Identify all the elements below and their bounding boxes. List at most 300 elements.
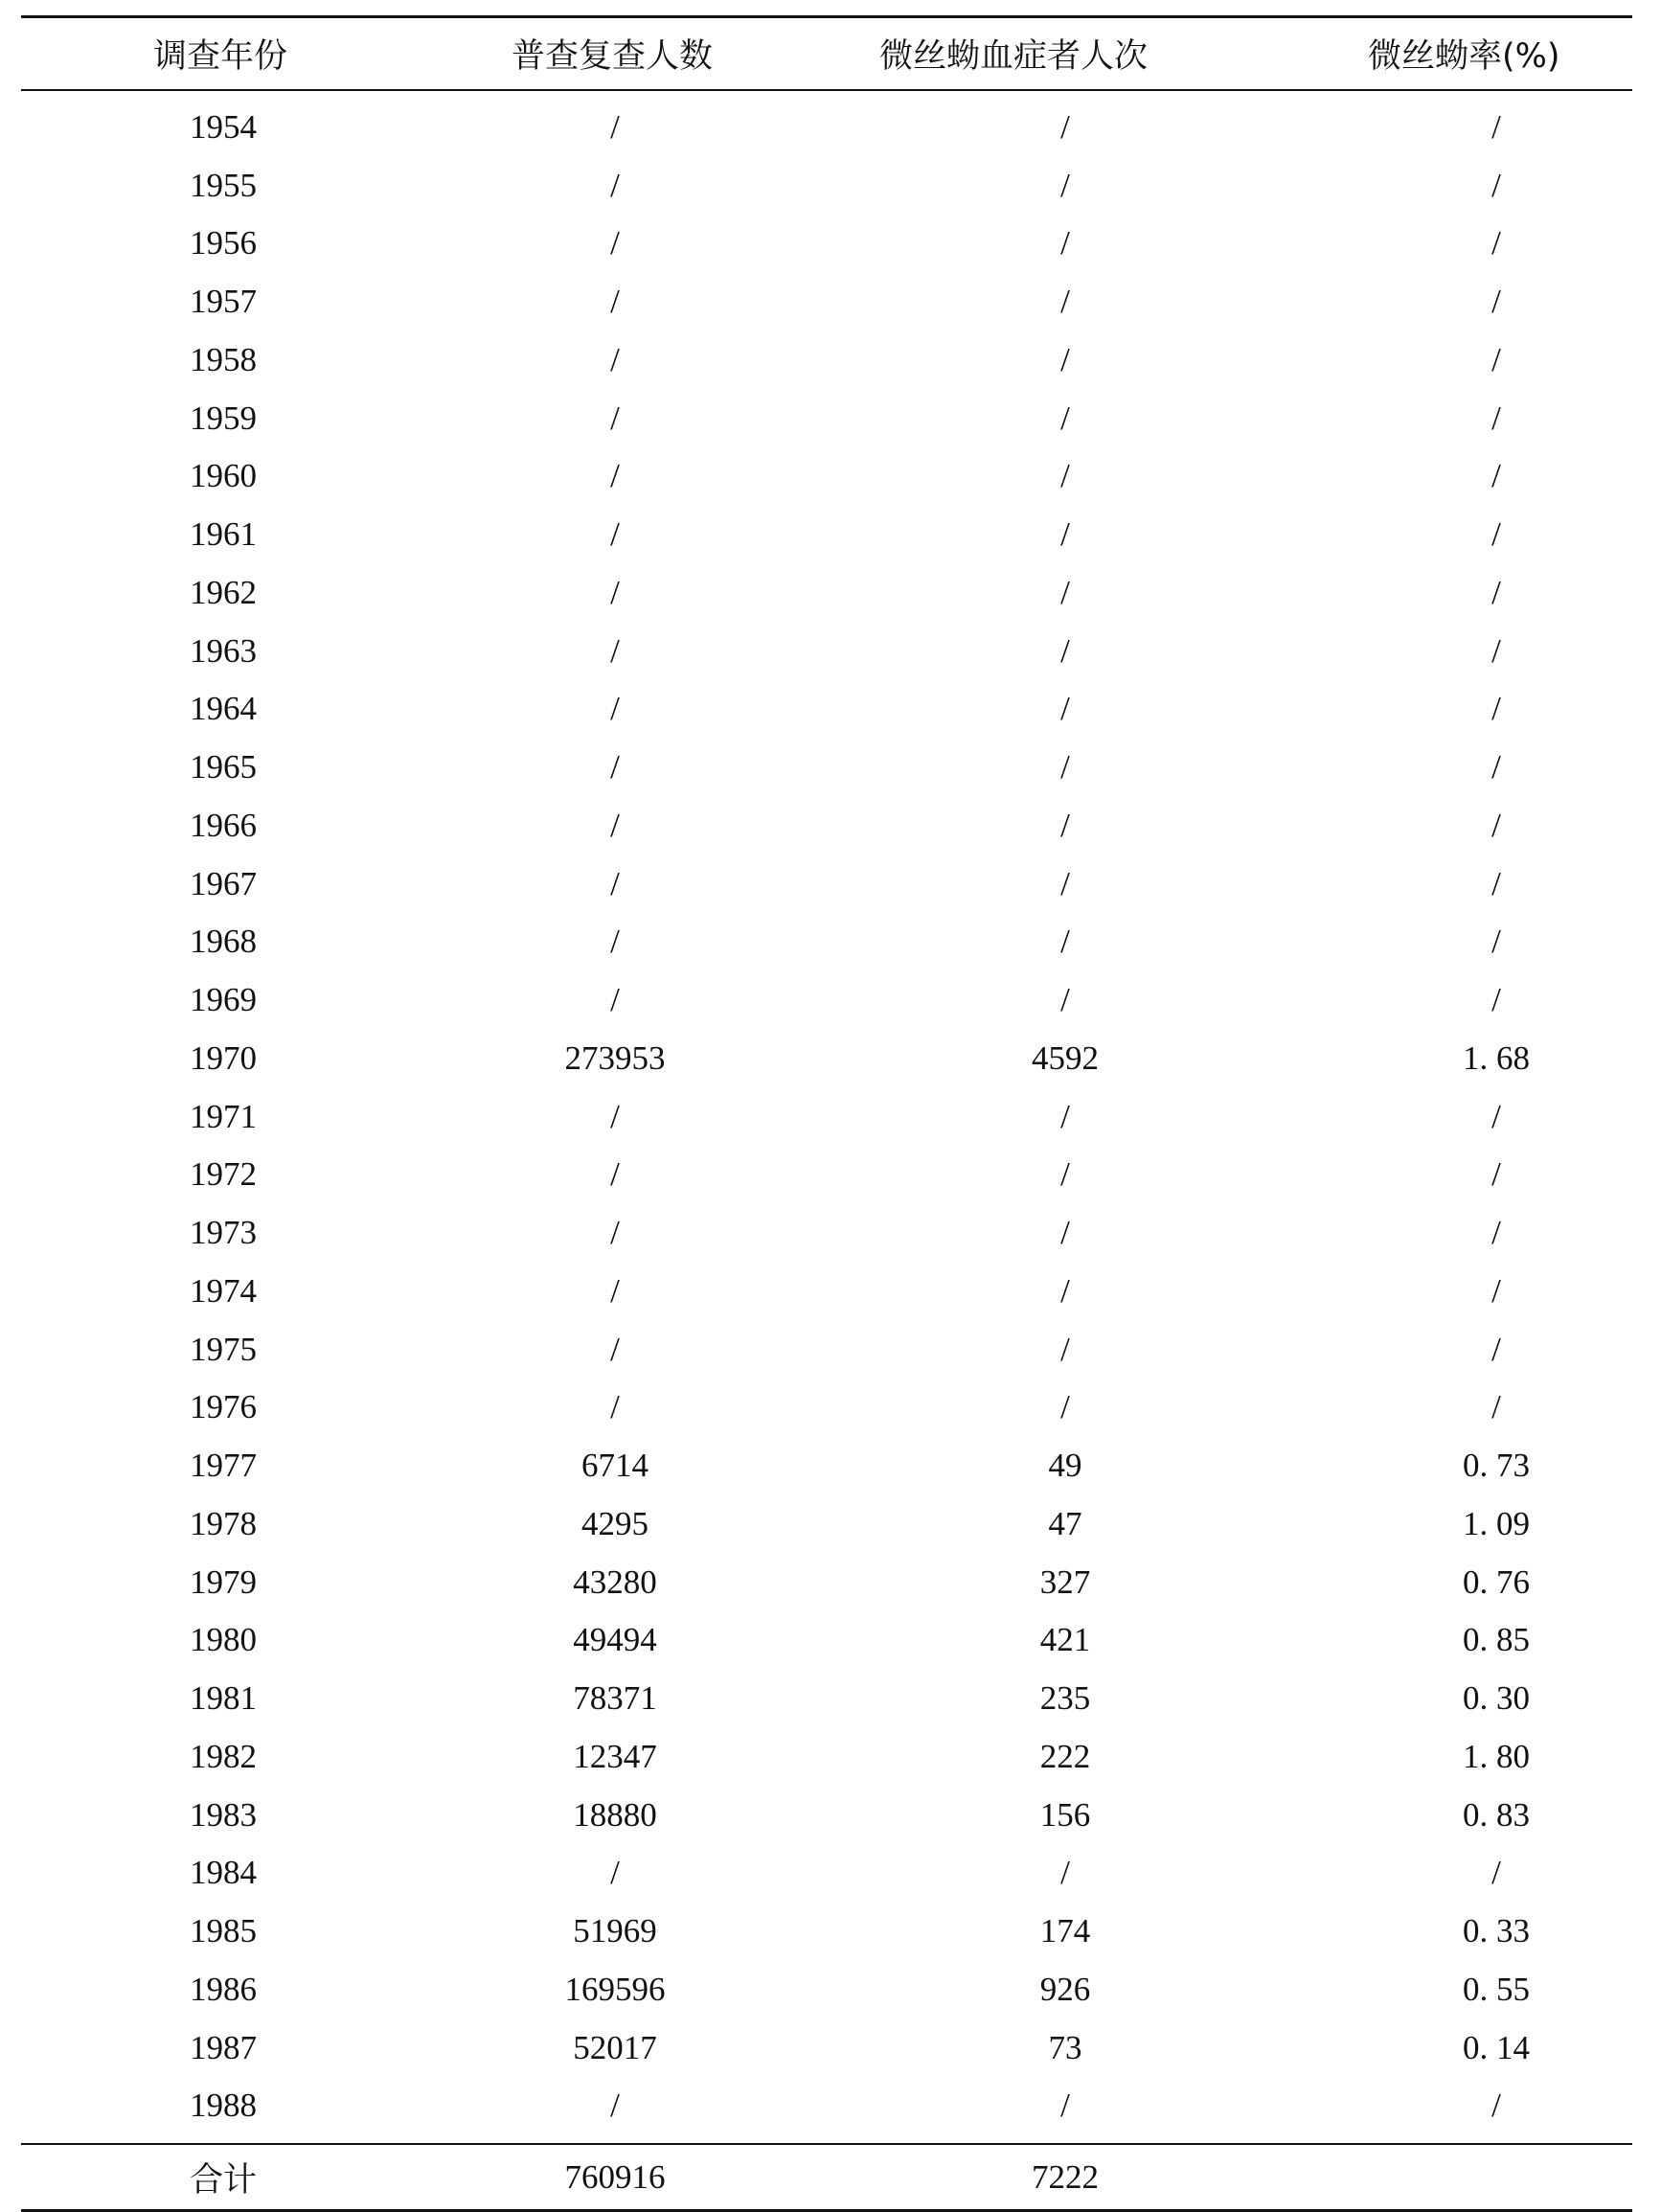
cell-value-rate: / bbox=[1491, 1214, 1501, 1252]
spacer-row bbox=[21, 90, 1632, 99]
cell-value-screened: 6714 bbox=[581, 1447, 648, 1485]
cell-positive bbox=[845, 99, 1286, 157]
cell-value-rate: 1. 80 bbox=[1463, 1737, 1530, 1775]
cell-rate bbox=[1286, 1030, 1632, 1088]
table-row bbox=[21, 739, 1632, 797]
cell-screened bbox=[423, 680, 845, 739]
cell-value-screened: / bbox=[610, 283, 620, 321]
cell-value-rate: / bbox=[1491, 1388, 1501, 1426]
cell-rate bbox=[1286, 447, 1632, 506]
cell-rate bbox=[1286, 1320, 1632, 1379]
cell-rate bbox=[1286, 797, 1632, 855]
cell-rate bbox=[1286, 156, 1632, 215]
cell-rate bbox=[1286, 1728, 1632, 1787]
cell-year: 1982 bbox=[190, 1737, 257, 1775]
cell-year: 1972 bbox=[190, 1155, 257, 1194]
cell-positive bbox=[845, 1786, 1286, 1844]
cell-year: 1986 bbox=[190, 1970, 257, 2008]
table-row bbox=[21, 1437, 1632, 1495]
cell-value-screened: / bbox=[610, 923, 620, 961]
cell-positive bbox=[845, 1204, 1286, 1263]
cell-value-rate: / bbox=[1491, 457, 1501, 495]
table-row bbox=[21, 215, 1632, 273]
table-row bbox=[21, 564, 1632, 623]
cell-value-positive: 4592 bbox=[1032, 1038, 1099, 1077]
cell-screened bbox=[423, 1611, 845, 1670]
table-row bbox=[21, 1844, 1632, 1903]
cell-value-positive: / bbox=[1060, 806, 1070, 844]
cell-rate bbox=[1286, 1087, 1632, 1146]
cell-year: 1963 bbox=[190, 631, 257, 670]
table-row bbox=[21, 1786, 1632, 1844]
table-row bbox=[21, 2077, 1632, 2135]
cell-value-screened: / bbox=[610, 631, 620, 670]
cell-screened bbox=[423, 506, 845, 564]
cell-rate bbox=[1286, 1961, 1632, 2019]
total-row bbox=[21, 2144, 1632, 2211]
cell-positive bbox=[845, 2077, 1286, 2135]
cell-rate bbox=[1286, 1553, 1632, 1611]
cell-screened bbox=[423, 1263, 845, 1321]
cell-value-rate: / bbox=[1491, 806, 1501, 844]
cell-value-rate: / bbox=[1491, 340, 1501, 378]
table-footer bbox=[21, 2144, 1632, 2211]
cell-value-screened: / bbox=[610, 1271, 620, 1310]
cell-screened bbox=[423, 739, 845, 797]
cell-value-rate: 0. 14 bbox=[1463, 2028, 1530, 2066]
cell-positive bbox=[845, 1437, 1286, 1495]
cell-value-screened: 18880 bbox=[573, 1795, 657, 1834]
table-row bbox=[21, 1146, 1632, 1204]
cell-positive bbox=[845, 2018, 1286, 2077]
filariasis-survey-table bbox=[21, 15, 1632, 2212]
cell-year: 1977 bbox=[190, 1447, 257, 1485]
cell-rate bbox=[1286, 1204, 1632, 1263]
cell-value-positive: / bbox=[1060, 1155, 1070, 1194]
cell-value-positive: / bbox=[1060, 107, 1070, 146]
cell-positive bbox=[845, 913, 1286, 971]
cell-value-screened: / bbox=[610, 515, 620, 554]
cell-screened bbox=[423, 797, 845, 855]
cell-value-screened: / bbox=[610, 107, 620, 146]
cell-positive bbox=[845, 1611, 1286, 1670]
cell-value-positive: 327 bbox=[1039, 1562, 1091, 1601]
cell-rate bbox=[1286, 2018, 1632, 2077]
cell-value-rate: 0. 83 bbox=[1463, 1795, 1530, 1834]
table-row bbox=[21, 1495, 1632, 1554]
cell-year: 1984 bbox=[190, 1854, 257, 1892]
cell-positive bbox=[845, 389, 1286, 447]
cell-positive bbox=[845, 680, 1286, 739]
cell-positive bbox=[845, 1670, 1286, 1728]
cell-value-positive: / bbox=[1060, 399, 1070, 437]
cell-rate bbox=[1286, 855, 1632, 913]
table-row bbox=[21, 1030, 1632, 1088]
cell-positive bbox=[845, 506, 1286, 564]
cell-value-positive: / bbox=[1060, 690, 1070, 728]
cell-screened bbox=[423, 1087, 845, 1146]
cell-value-screened: / bbox=[610, 1330, 620, 1368]
cell-screened bbox=[423, 1495, 845, 1554]
cell-value-rate: 0. 33 bbox=[1463, 1912, 1530, 1950]
table-row bbox=[21, 680, 1632, 739]
table-row bbox=[21, 1204, 1632, 1263]
cell-value-rate: / bbox=[1491, 107, 1501, 146]
cell-value-rate: / bbox=[1491, 1155, 1501, 1194]
cell-value-screened: / bbox=[610, 573, 620, 611]
table-row bbox=[21, 2018, 1632, 2077]
total-screened-cell bbox=[423, 2144, 845, 2211]
cell-rate bbox=[1286, 2077, 1632, 2135]
cell-value-screened: 52017 bbox=[573, 2028, 657, 2066]
cell-value-positive: / bbox=[1060, 283, 1070, 321]
total-label: 合计 bbox=[21, 2144, 423, 2211]
cell-value-positive: 421 bbox=[1039, 1621, 1091, 1659]
cell-year: 1961 bbox=[190, 515, 257, 554]
cell-screened bbox=[423, 1204, 845, 1263]
cell-screened bbox=[423, 1961, 845, 2019]
cell-value-screened: 273953 bbox=[564, 1038, 666, 1077]
header-positive-count: 微丝蚴血症者人次 bbox=[845, 17, 1286, 90]
table-row bbox=[21, 1670, 1632, 1728]
header-microfilaria-rate: 微丝蚴率(%) bbox=[1286, 17, 1632, 90]
table-row bbox=[21, 797, 1632, 855]
cell-value-positive: / bbox=[1060, 1271, 1070, 1310]
cell-year: 1971 bbox=[190, 1097, 257, 1135]
table-row bbox=[21, 1087, 1632, 1146]
cell-screened bbox=[423, 331, 845, 390]
cell-value-screened: 78371 bbox=[573, 1679, 657, 1718]
cell-value-screened: / bbox=[610, 2087, 620, 2125]
cell-value-rate: 0. 30 bbox=[1463, 1679, 1530, 1718]
cell-value-rate: / bbox=[1491, 1330, 1501, 1368]
cell-rate bbox=[1286, 1844, 1632, 1903]
cell-value-screened: 4295 bbox=[581, 1504, 648, 1542]
cell-screened bbox=[423, 1670, 845, 1728]
cell-year: 1958 bbox=[190, 340, 257, 378]
cell-screened bbox=[423, 1786, 845, 1844]
cell-year: 1966 bbox=[190, 806, 257, 844]
cell-screened bbox=[423, 2077, 845, 2135]
table-row bbox=[21, 1961, 1632, 2019]
cell-year: 1974 bbox=[190, 1271, 257, 1310]
cell-year: 1981 bbox=[190, 1679, 257, 1718]
cell-screened bbox=[423, 99, 845, 157]
cell-value-positive: 73 bbox=[1048, 2028, 1082, 2066]
cell-screened bbox=[423, 1030, 845, 1088]
cell-positive bbox=[845, 331, 1286, 390]
table-row bbox=[21, 99, 1632, 157]
cell-year: 1976 bbox=[190, 1388, 257, 1426]
cell-rate bbox=[1286, 1670, 1632, 1728]
cell-rate bbox=[1286, 1146, 1632, 1204]
cell-value-rate: / bbox=[1491, 283, 1501, 321]
cell-value-positive: 926 bbox=[1039, 1970, 1091, 2008]
cell-rate bbox=[1286, 273, 1632, 331]
cell-year: 1960 bbox=[190, 457, 257, 495]
cell-rate bbox=[1286, 971, 1632, 1030]
cell-year: 1956 bbox=[190, 224, 257, 262]
table-row bbox=[21, 331, 1632, 390]
cell-value-positive: 235 bbox=[1039, 1679, 1091, 1718]
cell-year: 1959 bbox=[190, 399, 257, 437]
cell-value-positive: / bbox=[1060, 1097, 1070, 1135]
cell-value-positive: / bbox=[1060, 166, 1070, 204]
cell-value-rate: / bbox=[1491, 690, 1501, 728]
table-row bbox=[21, 273, 1632, 331]
cell-value-positive: / bbox=[1060, 340, 1070, 378]
cell-value-rate: / bbox=[1491, 1097, 1501, 1135]
cell-positive bbox=[845, 156, 1286, 215]
cell-positive bbox=[845, 215, 1286, 273]
cell-rate bbox=[1286, 1437, 1632, 1495]
cell-value-positive: 174 bbox=[1039, 1912, 1091, 1950]
table-row bbox=[21, 855, 1632, 913]
cell-value-screened: / bbox=[610, 748, 620, 787]
cell-value-screened: / bbox=[610, 1155, 620, 1194]
cell-positive bbox=[845, 622, 1286, 680]
cell-value-screened: / bbox=[610, 457, 620, 495]
cell-value-rate: / bbox=[1491, 923, 1501, 961]
total-positive: 7222 bbox=[1032, 2157, 1099, 2196]
cell-screened bbox=[423, 1379, 845, 1437]
cell-value-screened: 169596 bbox=[564, 1970, 666, 2008]
table-row bbox=[21, 971, 1632, 1030]
table-header bbox=[21, 17, 1632, 90]
cell-positive bbox=[845, 1961, 1286, 2019]
cell-screened bbox=[423, 1320, 845, 1379]
cell-rate bbox=[1286, 389, 1632, 447]
cell-year: 1983 bbox=[190, 1795, 257, 1834]
cell-value-positive: / bbox=[1060, 1388, 1070, 1426]
cell-value-rate: / bbox=[1491, 981, 1501, 1019]
cell-screened bbox=[423, 389, 845, 447]
cell-value-positive: / bbox=[1060, 457, 1070, 495]
cell-year: 1957 bbox=[190, 283, 257, 321]
cell-positive bbox=[845, 273, 1286, 331]
spacer-cell bbox=[21, 90, 1632, 99]
cell-positive bbox=[845, 797, 1286, 855]
cell-screened bbox=[423, 1844, 845, 1903]
cell-screened bbox=[423, 1553, 845, 1611]
cell-positive bbox=[845, 1495, 1286, 1554]
cell-rate bbox=[1286, 1263, 1632, 1321]
cell-rate bbox=[1286, 1786, 1632, 1844]
table-row bbox=[21, 389, 1632, 447]
cell-rate bbox=[1286, 331, 1632, 390]
cell-screened bbox=[423, 913, 845, 971]
cell-value-rate: 1. 09 bbox=[1463, 1504, 1530, 1542]
cell-year: 1954 bbox=[190, 107, 257, 146]
cell-value-positive: / bbox=[1060, 224, 1070, 262]
cell-year: 1962 bbox=[190, 573, 257, 611]
cell-rate bbox=[1286, 680, 1632, 739]
cell-value-positive: / bbox=[1060, 923, 1070, 961]
cell-value-positive: / bbox=[1060, 1214, 1070, 1252]
cell-year: 1965 bbox=[190, 748, 257, 787]
cell-year: 1964 bbox=[190, 690, 257, 728]
cell-rate bbox=[1286, 506, 1632, 564]
cell-year: 1973 bbox=[190, 1214, 257, 1252]
cell-value-screened: / bbox=[610, 864, 620, 902]
cell-value-screened: 12347 bbox=[573, 1737, 657, 1775]
cell-value-screened: / bbox=[610, 399, 620, 437]
cell-screened bbox=[423, 273, 845, 331]
cell-rate bbox=[1286, 1903, 1632, 1961]
cell-value-rate: / bbox=[1491, 573, 1501, 611]
cell-positive bbox=[845, 1844, 1286, 1903]
cell-value-rate: / bbox=[1491, 166, 1501, 204]
cell-positive bbox=[845, 1146, 1286, 1204]
cell-year: 1968 bbox=[190, 923, 257, 961]
table-row bbox=[21, 1728, 1632, 1787]
cell-year: 1975 bbox=[190, 1330, 257, 1368]
cell-positive bbox=[845, 1320, 1286, 1379]
cell-rate bbox=[1286, 564, 1632, 623]
cell-screened bbox=[423, 215, 845, 273]
cell-value-positive: / bbox=[1060, 1854, 1070, 1892]
cell-value-screened: 43280 bbox=[573, 1562, 657, 1601]
cell-value-rate: / bbox=[1491, 631, 1501, 670]
cell-value-positive: / bbox=[1060, 981, 1070, 1019]
cell-value-rate: 0. 85 bbox=[1463, 1621, 1530, 1659]
cell-value-screened: / bbox=[610, 981, 620, 1019]
cell-screened bbox=[423, 1903, 845, 1961]
cell-screened bbox=[423, 1146, 845, 1204]
cell-rate bbox=[1286, 913, 1632, 971]
cell-positive bbox=[845, 447, 1286, 506]
cell-value-rate: / bbox=[1491, 1271, 1501, 1310]
table-row bbox=[21, 447, 1632, 506]
cell-year: 1955 bbox=[190, 166, 257, 204]
header-row bbox=[21, 17, 1632, 90]
cell-year: 1967 bbox=[190, 864, 257, 902]
table-row bbox=[21, 1263, 1632, 1321]
cell-year: 1985 bbox=[190, 1912, 257, 1950]
cell-screened bbox=[423, 1728, 845, 1787]
cell-positive bbox=[845, 1728, 1286, 1787]
cell-value-screened: 49494 bbox=[573, 1621, 657, 1659]
cell-positive bbox=[845, 855, 1286, 913]
total-rate-cell bbox=[1286, 2144, 1632, 2211]
cell-screened bbox=[423, 2018, 845, 2077]
table-row bbox=[21, 1553, 1632, 1611]
table-body bbox=[21, 90, 1632, 2144]
cell-value-positive: 156 bbox=[1039, 1795, 1091, 1834]
table-row bbox=[21, 1611, 1632, 1670]
cell-value-rate: 0. 73 bbox=[1463, 1447, 1530, 1485]
cell-value-screened: 51969 bbox=[573, 1912, 657, 1950]
cell-value-positive: / bbox=[1060, 515, 1070, 554]
cell-year: 1980 bbox=[190, 1621, 257, 1659]
cell-value-rate: / bbox=[1491, 224, 1501, 262]
cell-positive bbox=[845, 1030, 1286, 1088]
table-row bbox=[21, 622, 1632, 680]
cell-year: 1979 bbox=[190, 1562, 257, 1601]
cell-value-rate: 1. 68 bbox=[1463, 1038, 1530, 1077]
cell-screened bbox=[423, 564, 845, 623]
cell-value-rate: / bbox=[1491, 748, 1501, 787]
header-screened-count: 普查复查人数 bbox=[423, 17, 845, 90]
cell-positive bbox=[845, 739, 1286, 797]
cell-value-screened: / bbox=[610, 340, 620, 378]
cell-positive bbox=[845, 1903, 1286, 1961]
cell-value-positive: / bbox=[1060, 631, 1070, 670]
cell-value-rate: / bbox=[1491, 399, 1501, 437]
cell-value-rate: 0. 55 bbox=[1463, 1970, 1530, 2008]
cell-rate bbox=[1286, 1495, 1632, 1554]
cell-year: 1978 bbox=[190, 1504, 257, 1542]
cell-rate bbox=[1286, 1379, 1632, 1437]
cell-year: 1969 bbox=[190, 981, 257, 1019]
cell-value-positive: / bbox=[1060, 2087, 1070, 2125]
cell-screened bbox=[423, 855, 845, 913]
cell-screened bbox=[423, 622, 845, 680]
cell-value-positive: / bbox=[1060, 573, 1070, 611]
cell-value-screened: / bbox=[610, 1214, 620, 1252]
cell-value-screened: / bbox=[610, 166, 620, 204]
cell-screened bbox=[423, 1437, 845, 1495]
cell-positive bbox=[845, 1553, 1286, 1611]
cell-positive bbox=[845, 1087, 1286, 1146]
cell-value-positive: 222 bbox=[1039, 1737, 1091, 1775]
cell-value-screened: / bbox=[610, 224, 620, 262]
cell-value-screened: / bbox=[610, 1388, 620, 1426]
cell-value-screened: / bbox=[610, 806, 620, 844]
spacer-row bbox=[21, 2135, 1632, 2144]
cell-value-rate: / bbox=[1491, 864, 1501, 902]
cell-rate bbox=[1286, 1611, 1632, 1670]
cell-positive bbox=[845, 1263, 1286, 1321]
table-row bbox=[21, 913, 1632, 971]
cell-screened bbox=[423, 447, 845, 506]
table-row bbox=[21, 506, 1632, 564]
cell-year: 1987 bbox=[190, 2028, 257, 2066]
cell-value-screened: / bbox=[610, 1097, 620, 1135]
cell-value-rate: 0. 76 bbox=[1463, 1562, 1530, 1601]
cell-rate bbox=[1286, 99, 1632, 157]
header-survey-year: 调查年份 bbox=[21, 17, 423, 90]
cell-value-screened: / bbox=[610, 1854, 620, 1892]
cell-rate bbox=[1286, 622, 1632, 680]
cell-positive bbox=[845, 1379, 1286, 1437]
spacer-cell bbox=[21, 2135, 1632, 2144]
cell-rate bbox=[1286, 215, 1632, 273]
cell-value-positive: 49 bbox=[1048, 1447, 1082, 1485]
cell-value-rate: / bbox=[1491, 515, 1501, 554]
cell-value-rate: / bbox=[1491, 2087, 1501, 2125]
cell-value-positive: / bbox=[1060, 864, 1070, 902]
cell-positive bbox=[845, 971, 1286, 1030]
table-row bbox=[21, 156, 1632, 215]
table-row bbox=[21, 1320, 1632, 1379]
cell-value-positive: / bbox=[1060, 748, 1070, 787]
cell-year: 1988 bbox=[190, 2087, 257, 2125]
cell-rate bbox=[1286, 739, 1632, 797]
cell-positive bbox=[845, 564, 1286, 623]
cell-screened bbox=[423, 971, 845, 1030]
cell-screened bbox=[423, 156, 845, 215]
table-row bbox=[21, 1903, 1632, 1961]
cell-value-screened: / bbox=[610, 690, 620, 728]
cell-value-rate: / bbox=[1491, 1854, 1501, 1892]
total-screened: 760916 bbox=[564, 2157, 666, 2196]
cell-year: 1970 bbox=[190, 1038, 257, 1077]
table-row bbox=[21, 1379, 1632, 1437]
cell-value-positive: 47 bbox=[1048, 1504, 1082, 1542]
cell-value-positive: / bbox=[1060, 1330, 1070, 1368]
total-positive-cell bbox=[845, 2144, 1286, 2211]
